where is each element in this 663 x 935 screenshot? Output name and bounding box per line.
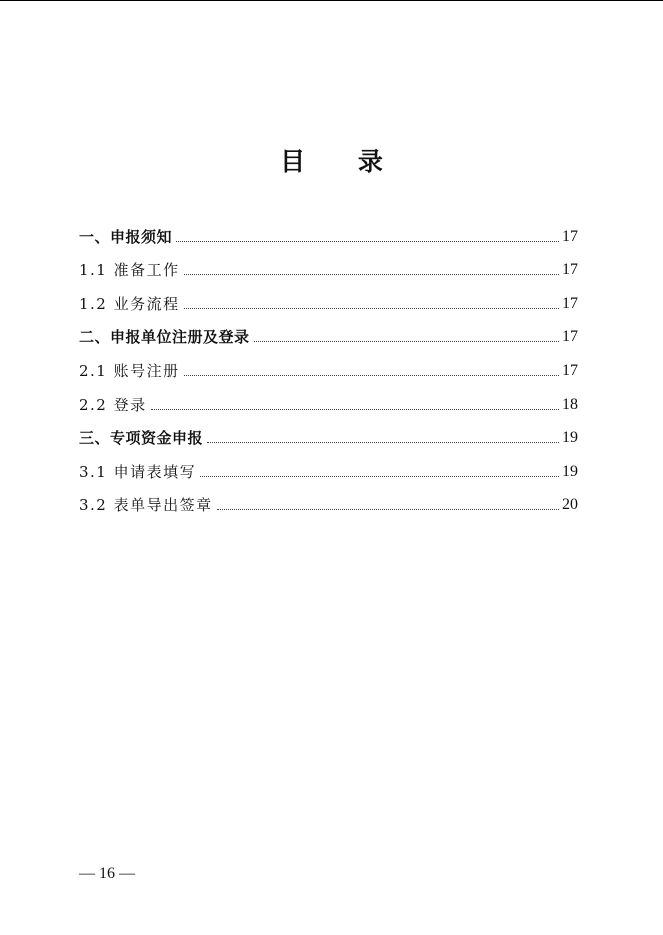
- toc-entry-label: 三、专项资金申报: [79, 429, 204, 448]
- toc-page-number: 17: [562, 227, 578, 245]
- toc-entry-label: 一、申报须知: [79, 227, 173, 246]
- toc-entry[interactable]: [79, 352, 578, 386]
- toc-entry[interactable]: [79, 453, 578, 487]
- toc-dot-leader: [207, 442, 559, 443]
- toc-entry[interactable]: [79, 319, 578, 353]
- toc-entry-label: 3.2 表单导出签章: [79, 496, 213, 515]
- toc-entry[interactable]: [79, 487, 578, 521]
- toc-page-number: 19: [562, 462, 578, 480]
- toc-dot-leader: [254, 341, 559, 342]
- toc-entry[interactable]: [79, 386, 578, 420]
- toc-dot-leader: [151, 409, 559, 410]
- toc-entry-label: 1.1 准备工作: [79, 261, 180, 280]
- toc-entry-label: 1.2 业务流程: [79, 294, 180, 313]
- toc-dot-leader: [184, 375, 559, 376]
- toc-page-number: 17: [562, 294, 578, 312]
- toc-dot-leader: [184, 274, 559, 275]
- toc-entry[interactable]: [79, 420, 578, 454]
- toc-entry-label: 2.2 登录: [79, 395, 147, 414]
- page-number-footer: — 16 —: [79, 865, 135, 882]
- page-title: 目 录: [280, 147, 405, 176]
- toc-page-number: 17: [562, 361, 578, 379]
- toc-page-number: 19: [562, 429, 578, 447]
- toc-entry[interactable]: [79, 252, 578, 286]
- toc-dot-leader: [200, 476, 559, 477]
- table-of-contents: [79, 218, 578, 520]
- page-top-border: [0, 0, 663, 1]
- toc-dot-leader: [176, 241, 559, 242]
- toc-page-number: 18: [562, 395, 578, 413]
- toc-page-number: 20: [562, 496, 578, 514]
- toc-page-number: 17: [562, 261, 578, 279]
- toc-entry[interactable]: [79, 285, 578, 319]
- toc-dot-leader: [217, 509, 559, 510]
- toc-entry-label: 2.1 账号注册: [79, 361, 180, 380]
- toc-entry-label: 3.1 申请表填写: [79, 462, 197, 481]
- toc-entry[interactable]: [79, 218, 578, 252]
- toc-entry-label: 二、申报单位注册及登录: [79, 328, 250, 347]
- toc-dot-leader: [184, 308, 559, 309]
- toc-page-number: 17: [562, 328, 578, 346]
